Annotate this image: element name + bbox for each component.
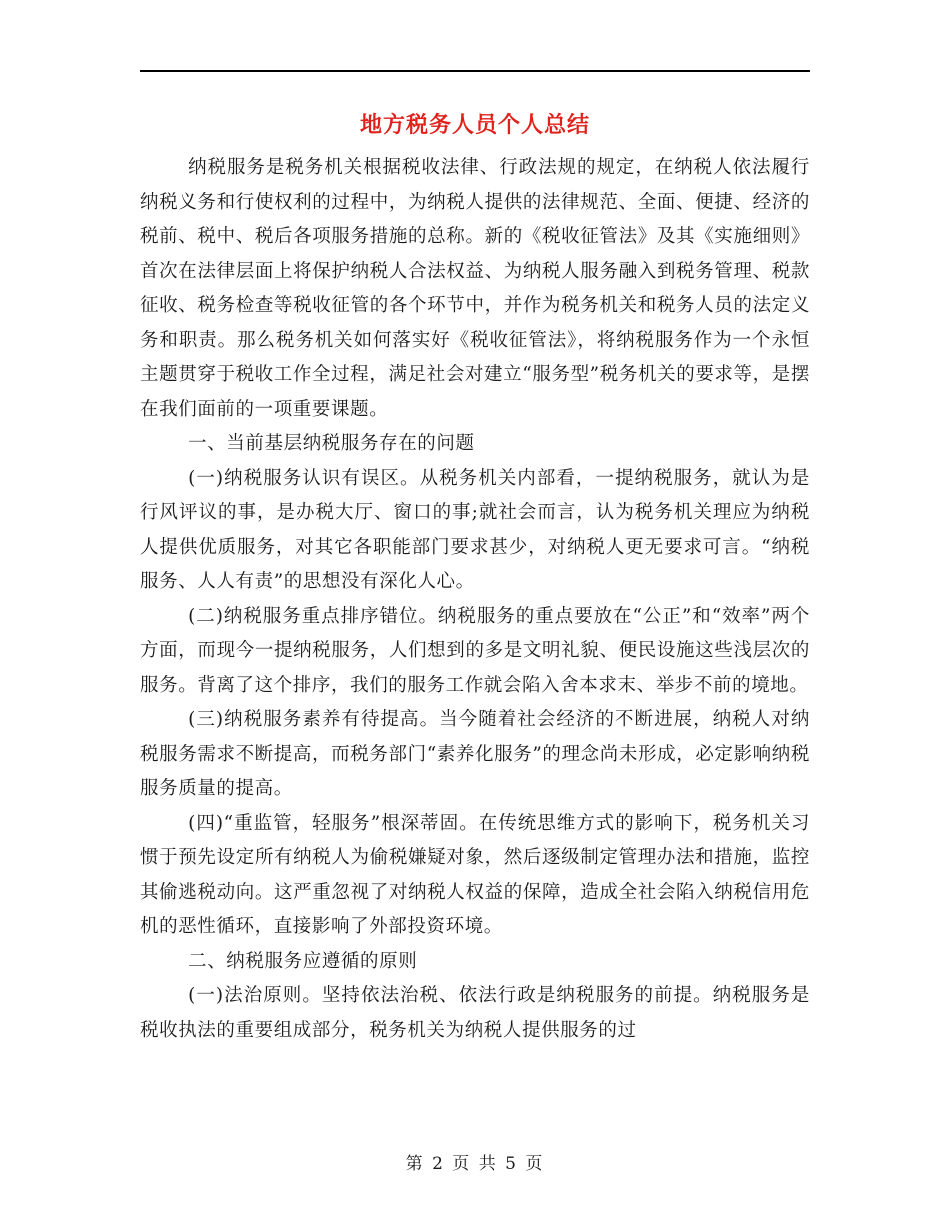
- document-body: [140, 151, 810, 1048]
- page-number-footer: 第 2 页 共 5 页: [405, 1154, 545, 1174]
- paragraph-problem-3: (三)纳税服务素养有待提高。当今随着社会经济的不断进展，纳税人对纳税服务需求不断提高，而税务部门“素养化服务”的理念尚未形成，必定影响纳税服务质量的提高。: [140, 709, 810, 799]
- section-heading-principles: 二、纳税服务应遵循的原则: [188, 950, 418, 972]
- paragraph-problem-2: (二)纳税服务重点排序错位。纳税服务的重点要放在“公正”和“效率”两个方面，而现今一提纳税服务，人们想到的多是文明礼貌、便民设施这些浅层次的服务。背离了这个排序，我们的服务工作就会陷入舍本求末、举步不前的境地。: [140, 605, 810, 696]
- document-title: 地方税务人员个人总结: [359, 113, 590, 138]
- paragraph-intro: 纳税服务是税务机关根据税收法律、行政法规的规定，在纳税人依法履行纳税义务和行使权利的过程中，为纳税人提供的法律规范、全面、便捷、经济的税前、税中、税后各项服务措施的总称。新的《税收征管法》及其《实施细则》首次在法律层面上将保护纳税人合法权益、为纳税人服务融入到税务管理、税款征收、税务检查等税收征管的各个环节中，并作为税务机关和税务人员的法定义务和职责。那么税务机关如何落实好《税收征管法》，将纳税服务作为一个永恒主题贯穿于税收工作全过程，满足社会对建立“服务型”税务机关的要求等，是摆在我们面前的一项重要课题。: [140, 157, 810, 420]
- paragraph-principle-1: (一)法治原则。坚持依法治税、依法行政是纳税服务的前提。纳税服务是税收执法的重要组成部分，税务机关为纳税人提供服务的过: [140, 985, 810, 1041]
- header-rule: [140, 70, 810, 72]
- paragraph-problem-4: (四)“重监管，轻服务”根深蒂固。在传统思维方式的影响下，税务机关习惯于预先设定所有纳税人为偷税嫌疑对象，然后逐级制定管理办法和措施，监控其偷逃税动向。这严重忽视了对纳税人权益的保障，造成全社会陷入纳税信用危机的恶性循环，直接影响了外部投资环境。: [140, 812, 810, 937]
- paragraph-problem-1: (一)纳税服务认识有误区。从税务机关内部看，一提纳税服务，就认为是行风评议的事，是办税大厅、窗口的事;就社会而言，认为税务机关理应为纳税人提供优质服务，对其它各职能部门要求甚少，对纳税人更无要求可言。“纳税服务、人人有责”的思想没有深化人心。: [140, 467, 810, 592]
- section-heading-problems: 一、当前基层纳税服务存在的问题: [188, 433, 475, 454]
